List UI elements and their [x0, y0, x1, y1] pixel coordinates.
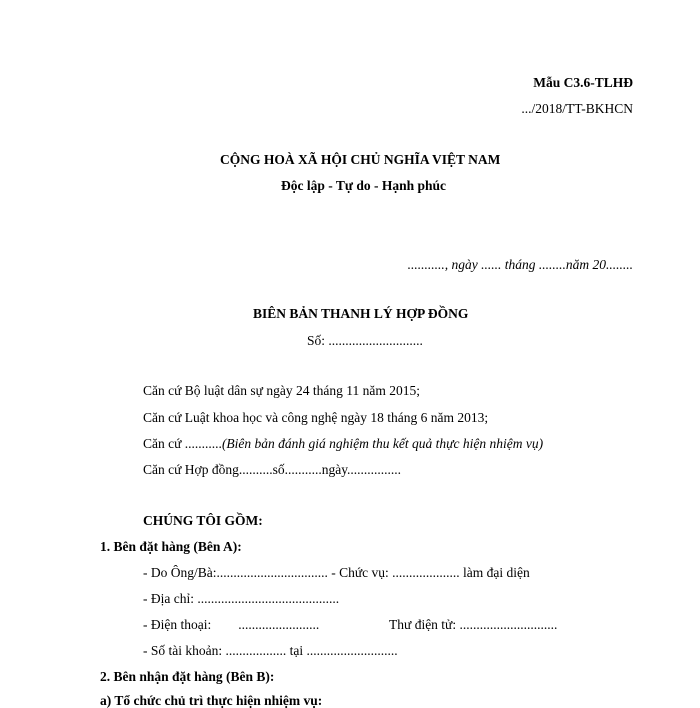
basis-acceptance-note: (Biên bản đánh giá nghiệm thu kết quả thực hiện nhiệm vụ) — [221, 436, 544, 451]
party-a-email: Thư điện tử: ............................. — [389, 617, 558, 632]
party-b-organization: a) Tổ chức chủ trì thực hiện nhiệm vụ: — [100, 693, 323, 708]
form-code: Mẫu C3.6-TLHĐ — [533, 75, 633, 90]
document-title: BIÊN BẢN THANH LÝ HỢP ĐỒNG — [253, 306, 469, 321]
national-motto: Độc lập - Tự do - Hạnh phúc — [281, 178, 447, 193]
party-a-account: - Số tài khoản: .................. tại ........................... — [143, 643, 398, 658]
basis-science-law: Căn cứ Luật khoa học và công nghệ ngày 18 tháng 6 năm 2013; — [143, 410, 489, 425]
party-b-heading: 2. Bên nhận đặt hàng (Bên B): — [100, 669, 275, 684]
basis-contract: Căn cứ Hợp đồng..........số...........ngày................ — [143, 462, 402, 477]
party-a-heading: 1. Bên đặt hàng (Bên A): — [100, 539, 242, 554]
circular-number: .../2018/TT-BKHCN — [521, 101, 633, 116]
document-number: Số: ............................ — [307, 333, 423, 348]
party-a-address: - Địa chỉ: .......................................... — [143, 591, 340, 606]
party-a-phone: - Điện thoại: ........................ — [143, 617, 320, 632]
date-line: ..........., ngày ...... tháng ........năm 20........ — [407, 257, 633, 272]
basis-acceptance-prefix: Căn cứ ........... — [143, 436, 222, 451]
basis-acceptance-report — [143, 437, 543, 451]
party-a-representative: - Do Ông/Bà:................................. - Chức vụ: .................... làm đại diện — [143, 565, 530, 580]
we-include-heading: CHÚNG TÔI GỒM: — [143, 513, 263, 528]
national-title: CỘNG HOÀ XÃ HỘI CHỦ NGHĨA VIỆT NAM — [220, 152, 501, 167]
basis-civil-code: Căn cứ Bộ luật dân sự ngày 24 tháng 11 năm 2015; — [143, 383, 420, 398]
